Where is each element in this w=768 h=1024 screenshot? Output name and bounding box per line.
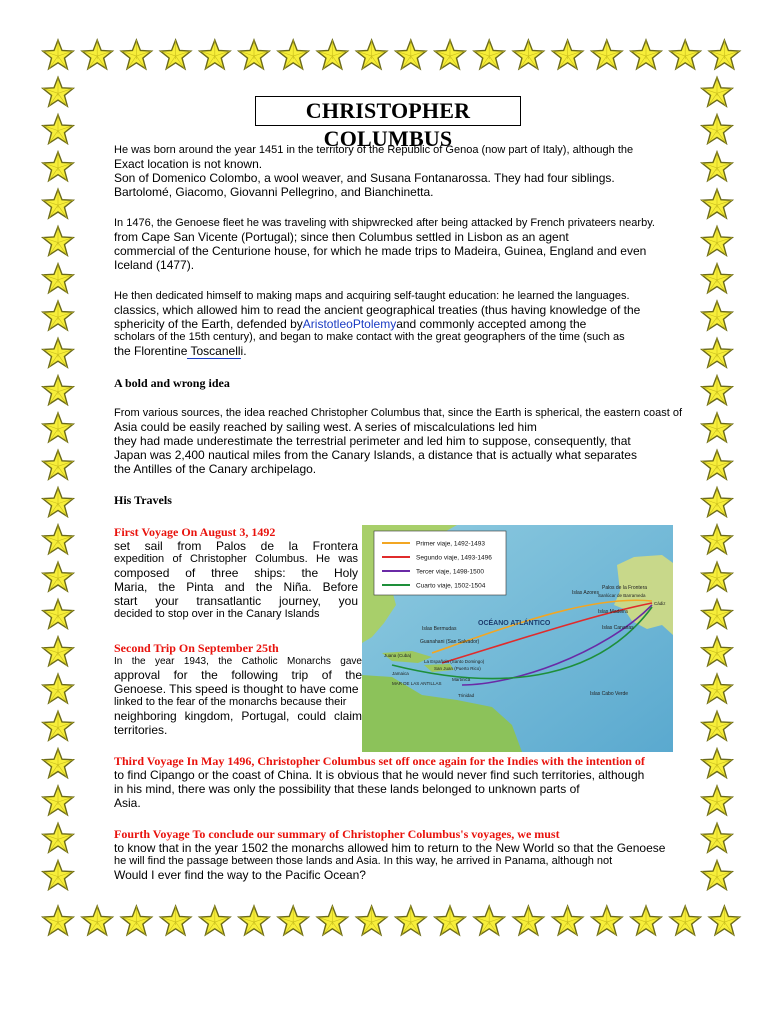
legend-label: Primer viaje, 1492-1493	[416, 540, 486, 548]
star-icon	[43, 711, 73, 740]
text-line: they had made underestimate the terrestrial perimeter and led him to suppose, consequently, that	[114, 434, 631, 448]
star-icon	[43, 488, 73, 517]
star-icon	[278, 906, 308, 935]
label-antillas: MAR DE LAS ANTILLAS	[392, 681, 442, 686]
fourth-voyage-heading: Fourth Voyage To conclude our summary of Christopher Columbus's voyages, we must	[114, 827, 560, 841]
star-icon	[702, 600, 732, 629]
star-icon	[474, 40, 504, 69]
text-line: Genoese. This speed is thought to have come	[114, 682, 359, 696]
text-line: from Cape San Vicente (Portugal); since then Columbus settled in Lisbon as an agent	[114, 230, 569, 244]
fourth-voyage-text	[114, 841, 666, 882]
star-icon	[43, 450, 73, 479]
text-line: Asia could be easily reached by sailing west. A series of miscalculations led him	[114, 420, 537, 434]
text-line: scholars of the 15th century), and began to make contact with the great geographers of the time (such as	[114, 331, 625, 343]
text-line: neighboring kingdom, Portugal, could claim	[114, 709, 362, 723]
text-line: decided to stop over in the Canary Islands	[114, 608, 320, 620]
star-icon	[43, 413, 73, 442]
text-line: Asia.	[114, 796, 141, 810]
star-icon	[43, 674, 73, 703]
label-sanjuan: San Juan (Puerto Rico)	[434, 666, 481, 671]
text-line: expedition of Christopher Columbus. He was	[114, 553, 358, 565]
star-icon	[513, 40, 543, 69]
star-icon	[43, 861, 73, 890]
link-aristotle[interactable]: Aristotle	[302, 317, 347, 331]
star-icon	[82, 906, 112, 935]
text-line: Iceland (1477).	[114, 258, 195, 272]
star-icon	[160, 40, 190, 69]
star-icon	[43, 600, 73, 629]
star-icon	[43, 227, 73, 256]
star-icon	[702, 488, 732, 517]
star-icon	[702, 711, 732, 740]
star-icon	[43, 338, 73, 367]
star-icon	[239, 40, 269, 69]
heading-bold-idea: A bold and wrong idea	[114, 376, 230, 390]
link-o[interactable]: o	[346, 317, 353, 331]
star-icon	[513, 906, 543, 935]
text-line: the Antilles of the Canary archipelago.	[114, 462, 317, 476]
star-icon	[670, 906, 700, 935]
label-ocean: OCÉANO ATLÁNTICO	[478, 620, 551, 627]
text-line	[114, 344, 662, 358]
star-icon	[317, 40, 347, 69]
star-icon	[200, 40, 230, 69]
third-voyage-heading: Third Voyage In May 1496, Christopher Columbus set off once again for the Indies with the intention of	[114, 754, 645, 768]
star-icon	[43, 786, 73, 815]
education-paragraph	[114, 290, 662, 358]
text-line: he will find the passage between those lands and Asia. In this way, he arrived in Panama, although not	[114, 855, 613, 867]
star-icon	[702, 77, 732, 106]
text-fragment: i.	[240, 344, 247, 358]
star-icon	[702, 861, 732, 890]
star-icon	[702, 152, 732, 181]
label-bermudas: Islas Bermudas	[422, 626, 457, 632]
star-icon	[702, 115, 732, 144]
third-voyage-text	[114, 768, 662, 810]
star-icon	[552, 40, 582, 69]
star-icon	[702, 562, 732, 591]
label-cadiz: Cádiz	[654, 601, 666, 606]
legend-label: Cuarto viaje, 1502-1504	[416, 582, 486, 590]
star-icon	[43, 823, 73, 852]
text-line: approval for the following trip of the	[114, 668, 362, 682]
label-madeira: Islas Madeira	[598, 609, 628, 615]
voyages-map	[362, 525, 673, 752]
star-icon	[278, 40, 308, 69]
star-icon	[82, 40, 112, 69]
star-icon	[43, 525, 73, 554]
label-azores: Islas Azores	[572, 590, 599, 596]
label-guanahani: Guanahani (San Salvador)	[420, 639, 480, 645]
text-line: start your transatlantic journey, you	[114, 594, 358, 608]
star-icon	[702, 301, 732, 330]
star-icon	[356, 906, 386, 935]
star-icon	[43, 906, 73, 935]
text-line	[114, 317, 662, 331]
star-icon	[702, 376, 732, 405]
star-icon	[43, 264, 73, 293]
text-line: to find Cipango or the coast of China. It is obvious that he would never find such territories, although	[114, 768, 645, 782]
text-line: From various sources, the idea reached Christopher Columbus that, since the Earth is spherical, the eastern coast of	[114, 407, 683, 419]
star-icon	[552, 906, 582, 935]
star-icon	[702, 450, 732, 479]
text-line: classics, which allowed him to read the ancient geographical treaties (thus having knowledge of the	[114, 303, 641, 317]
star-icon	[396, 906, 426, 935]
text-line: linked to the fear of the monarchs because their	[114, 696, 347, 708]
star-icon	[43, 749, 73, 778]
text-line: composed of three ships: the Holy	[114, 566, 358, 580]
star-icon	[239, 906, 269, 935]
text-fragment: and commonly accepted among the	[396, 317, 587, 331]
text-line: territories.	[114, 723, 168, 737]
star-icon	[317, 906, 347, 935]
page-title: CHRISTOPHER COLUMBUS	[255, 96, 521, 126]
star-icon	[702, 338, 732, 367]
star-icon	[709, 906, 739, 935]
star-icon	[121, 906, 151, 935]
heading-travels: His Travels	[114, 493, 172, 507]
text-line: commercial of the Centurione house, for which he made trips to Madeira, Guinea, England and even	[114, 244, 647, 258]
star-icon	[474, 906, 504, 935]
legend-label: Tercer viaje, 1498-1500	[416, 568, 484, 576]
text-line: Japan was 2,400 nautical miles from the Canary Islands, a distance that is actually what separates	[114, 448, 637, 462]
star-icon	[43, 376, 73, 405]
star-icon	[160, 906, 190, 935]
star-icon	[702, 189, 732, 218]
text-line: Would I ever find the way to the Pacific Ocean?	[114, 868, 366, 882]
label-palos: Palos de la Frontera	[602, 585, 648, 591]
text-fragment: the Florentine	[114, 344, 188, 358]
text-line: set sail from Palos de la Frontera	[114, 539, 358, 553]
first-voyage-text	[114, 539, 358, 621]
star-icon	[43, 40, 73, 69]
legend-label: Segundo viaje, 1493-1496	[416, 554, 492, 562]
first-voyage-heading: First Voyage On August 3, 1492	[114, 525, 276, 539]
star-icon	[709, 40, 739, 69]
text-line: Maria, the Pinta and the Niña. Before	[114, 580, 358, 594]
label-sanlucar: Sanlúcar de Barrameda	[598, 593, 646, 598]
label-trinidad: Trinidad	[458, 693, 475, 698]
star-icon	[702, 749, 732, 778]
lisbon-paragraph	[114, 217, 662, 272]
text-line: Bartolomé, Giacomo, Giovanni Pellegrino, and Bianchinetta.	[114, 185, 434, 199]
text-line: in his mind, there was only the possibility that these lands belonged to unknown parts of	[114, 782, 580, 796]
star-icon	[43, 562, 73, 591]
star-icon	[702, 525, 732, 554]
star-icon	[702, 637, 732, 666]
link-ptolemy[interactable]: Ptolemy	[352, 317, 397, 331]
label-jamaica: Jamaica	[392, 671, 409, 676]
star-icon	[631, 906, 661, 935]
birth-paragraph	[114, 144, 662, 199]
text-fragment: sphericity of the Earth, defended by	[114, 317, 303, 331]
star-icon	[702, 264, 732, 293]
second-trip-text	[114, 655, 362, 737]
star-icon	[435, 906, 465, 935]
text-line: In 1476, the Genoese fleet he was traveling with shipwrecked after being attacked by French privateers nearby.	[114, 217, 655, 229]
label-espanola: La Española (Santo Domingo)	[424, 659, 485, 664]
star-icon	[396, 40, 426, 69]
star-icon	[592, 40, 622, 69]
label-martinica: Martinica	[452, 677, 471, 682]
text-line: In the year 1943, the Catholic Monarchs gave	[114, 656, 362, 667]
text-line: He then dedicated himself to making maps and acquiring self-taught education: he learned the languages.	[114, 290, 630, 302]
star-icon	[121, 40, 151, 69]
star-icon	[702, 413, 732, 442]
star-icon	[43, 77, 73, 106]
star-icon	[43, 115, 73, 144]
link-toscanelli[interactable]: Toscanell	[187, 344, 241, 358]
text-line: to know that in the year 1502 the monarchs allowed him to return to the New World so that the Genoese	[114, 841, 666, 855]
text-line: Exact location is not known.	[114, 157, 263, 171]
star-icon	[356, 40, 386, 69]
idea-paragraph	[114, 407, 683, 476]
star-icon	[592, 906, 622, 935]
star-icon	[43, 189, 73, 218]
star-icon	[43, 301, 73, 330]
star-icon	[702, 674, 732, 703]
star-icon	[702, 786, 732, 815]
star-icon	[435, 40, 465, 69]
second-trip-heading: Second Trip On September 25th	[114, 641, 279, 655]
label-juana: Juana (Cuba)	[384, 653, 412, 658]
star-icon	[43, 637, 73, 666]
star-icon	[670, 40, 700, 69]
star-icon	[702, 227, 732, 256]
label-canarias: Islas Canarias	[602, 625, 634, 631]
star-icon	[200, 906, 230, 935]
star-icon	[43, 152, 73, 181]
star-icon	[631, 40, 661, 69]
text-line: Son of Domenico Colombo, a wool weaver, and Susana Fontanarossa. They had four siblings.	[114, 171, 615, 185]
label-caboverde: Islas Cabo Verde	[590, 691, 629, 697]
star-icon	[702, 823, 732, 852]
text-line: He was born around the year 1451 in the territory of the Republic of Genoa (now part of Italy), although the	[114, 144, 634, 156]
